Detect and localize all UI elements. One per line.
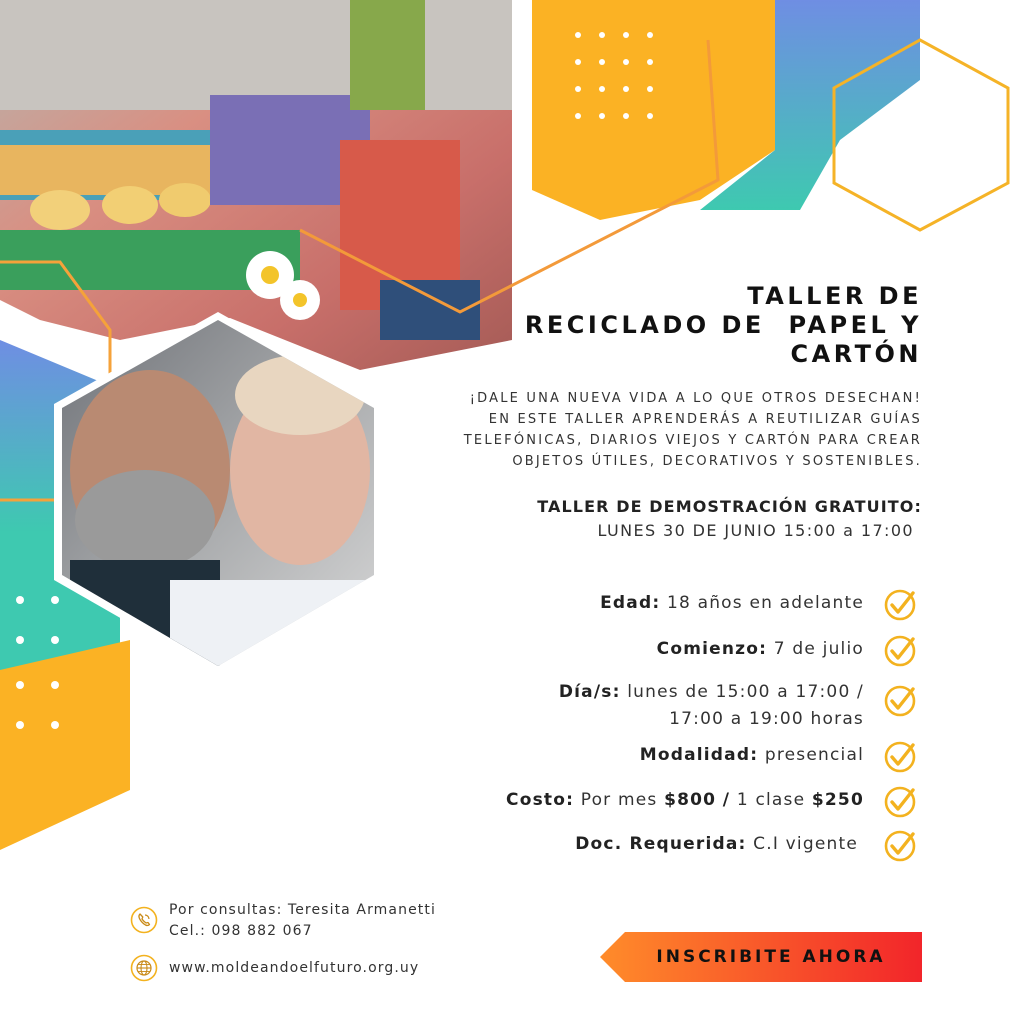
age-label: Edad: <box>600 593 661 613</box>
detail-age <box>600 590 864 617</box>
contact-phone: Cel.: 098 882 067 <box>169 923 313 939</box>
detail-days <box>559 679 864 733</box>
check-circle-icon <box>883 785 917 819</box>
start-value: 7 de julio <box>773 639 864 659</box>
docs-value: C.I vigente <box>753 834 858 854</box>
days-label: Día/s: <box>558 682 621 702</box>
check-circle-icon <box>883 588 917 622</box>
cost-class: $250 <box>811 790 864 810</box>
title-line-2: RECICLADO DE PAPEL Y <box>524 311 922 339</box>
cost-month: $800 <box>664 790 717 810</box>
check-circle-icon <box>883 740 917 774</box>
website-link[interactable]: www.moldeandoelfuturo.org.uy <box>169 960 420 976</box>
cost-class-text: 1 clase <box>736 790 806 810</box>
demo-date: LUNES 30 DE JUNIO 15:00 a 17:00 <box>597 521 914 540</box>
orange-hexagon-left <box>0 640 130 850</box>
age-value: 18 años en adelante <box>666 593 864 613</box>
intro-paragraph <box>402 388 922 472</box>
days-value-line-1: lunes de 15:00 a 17:00 / <box>627 682 864 702</box>
intro-line-3: TELEFÓNICAS, DIARIOS VIEJOS Y CARTÓN PARA CREAR <box>463 433 922 448</box>
cost-separator: / <box>722 790 731 810</box>
contact-info <box>169 900 436 942</box>
intro-line-2: EN ESTE TALLER APRENDERÁS A REUTILIZAR GUÍAS <box>488 412 922 427</box>
crafts-photo <box>0 0 512 380</box>
check-circle-icon <box>883 684 917 718</box>
cost-label: Costo: <box>506 790 575 810</box>
detail-mode <box>640 742 864 769</box>
demo-title: TALLER DE DEMOSTRACIÓN GRATUITO: <box>537 497 922 516</box>
detail-docs <box>575 831 858 858</box>
mode-value: presencial <box>764 745 864 765</box>
start-label: Comienzo: <box>656 639 768 659</box>
detail-start <box>657 636 864 663</box>
globe-icon <box>130 954 158 982</box>
workshop-title <box>525 282 922 369</box>
check-circle-icon <box>883 829 917 863</box>
docs-label: Doc. Requerida: <box>575 834 747 854</box>
title-line-3: CARTÓN <box>790 340 922 368</box>
detail-cost <box>506 787 864 814</box>
cost-prefix: Por mes <box>580 790 658 810</box>
days-value-line-2: 17:00 a 19:00 horas <box>669 709 864 729</box>
contact-line-1: Por consultas: Teresita Armanetti <box>169 902 436 918</box>
intro-line-1: ¡DALE UNA NUEVA VIDA A LO QUE OTROS DESECHAN! <box>469 391 922 406</box>
title-line-1: TALLER DE <box>747 282 922 310</box>
mode-label: Modalidad: <box>639 745 759 765</box>
intro-line-4: OBJETOS ÚTILES, DECORATIVOS Y SOSTENIBLES. <box>512 454 922 469</box>
phone-icon <box>130 906 158 934</box>
check-circle-icon <box>883 634 917 668</box>
enroll-button[interactable]: INSCRIBITE AHORA <box>656 947 886 967</box>
